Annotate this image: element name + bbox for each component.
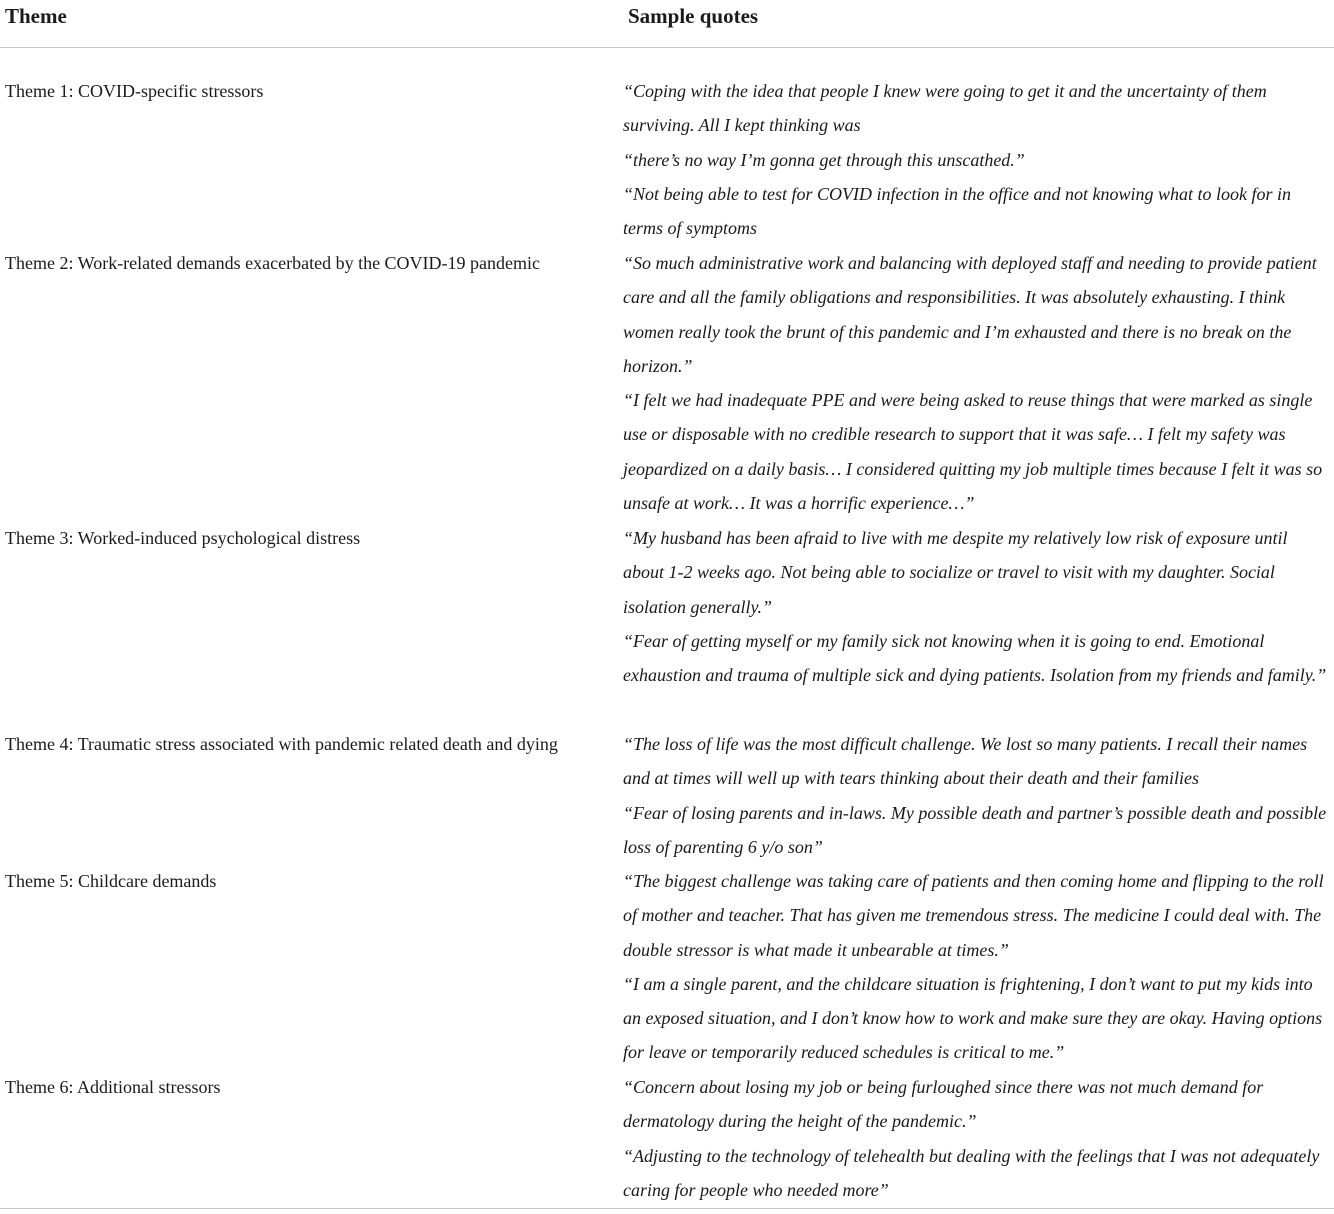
quote: “I am a single parent, and the childcare situation is frightening, I don’t want to put my kids into an exposed situation, and I don’t know how to work and make sure they are okay. Having options for leave or temporarily reduced schedules is critical to me.” bbox=[623, 973, 1323, 1063]
table-row bbox=[0, 74, 1334, 246]
theme-cell: Theme 3: Worked-induced psychological distress bbox=[5, 528, 361, 548]
table-body bbox=[0, 48, 1334, 1207]
quote: “there’s no way I’m gonna get through this unscathed.” bbox=[623, 149, 1025, 170]
table-row bbox=[0, 727, 1334, 864]
quotes-cell bbox=[623, 521, 1329, 727]
quote: “Concern about losing my job or being furloughed since there was not much demand for dermatology during the height of the pandemic.” bbox=[623, 1077, 1264, 1132]
table-bottom-rule bbox=[0, 1208, 1334, 1209]
theme-cell: Theme 6: Additional stressors bbox=[5, 1077, 221, 1097]
quotes-cell bbox=[623, 246, 1329, 521]
quote: “So much administrative work and balancing with deployed staff and needing to provide patient care and all the family obligations and responsibilities. It was absolutely exhausting. I think women really took the brunt of this pandemic and I’m exhausted and there is no break on the horizon.” bbox=[623, 253, 1317, 376]
quote: “My husband has been afraid to live with me despite my relatively low risk of exposure until about 1-2 weeks ago. Not being able to socialize or travel to visit with my daughter. Social isolation generally.” bbox=[623, 528, 1288, 617]
quote: “The biggest challenge was taking care of patients and then coming home and flipping to the roll of mother and teacher. That has given me tremendous stress. The medicine I could deal with. The double stressor is what made it unbearable at times.” bbox=[623, 871, 1324, 960]
table-row bbox=[0, 1070, 1334, 1207]
theme-cell: Theme 2: Work-related demands exacerbated by the COVID-19 pandemic bbox=[5, 253, 541, 273]
table-row bbox=[0, 521, 1334, 727]
theme-cell: Theme 5: Childcare demands bbox=[5, 871, 217, 891]
quotes-cell bbox=[623, 864, 1329, 1070]
quotes-cell bbox=[623, 727, 1329, 864]
quote: “Fear of getting myself or my family sick not knowing when it is going to end. Emotional exhaustion and trauma of multiple sick and dying patients. Isolation from my friends and family.” bbox=[623, 630, 1327, 686]
table-header bbox=[0, 0, 1334, 48]
header-theme: Theme bbox=[5, 4, 67, 28]
table-row bbox=[0, 246, 1334, 521]
quote: “I felt we had inadequate PPE and were being asked to reuse things that were marked as single use or disposable with no credible research to support that it was safe… I felt my safety was jeopardized on a daily basis… I considered quitting my job multiple times because I felt it was so unsafe at work… It was a horrific experience…” bbox=[623, 390, 1323, 514]
table-row bbox=[0, 864, 1334, 1070]
quote: “Not being able to test for COVID infection in the office and not knowing what to look for in terms of symptoms bbox=[623, 183, 1291, 239]
quote: “Coping with the idea that people I knew were going to get it and the uncertainty of them surviving. All I kept thinking was bbox=[623, 81, 1267, 136]
theme-cell: Theme 4: Traumatic stress associated with pandemic related death and dying bbox=[5, 734, 558, 754]
quotes-cell bbox=[623, 1070, 1329, 1207]
header-sample-quotes: Sample quotes bbox=[628, 4, 759, 28]
quotes-cell bbox=[623, 74, 1329, 246]
quote: “Fear of losing parents and in-laws. My possible death and partner’s possible death and possible loss of parenting 6 y/o son” bbox=[623, 802, 1327, 857]
quote: “Adjusting to the technology of telehealth but dealing with the feelings that I was not adequately caring for people who needed more” bbox=[623, 1145, 1320, 1200]
theme-cell: Theme 1: COVID-specific stressors bbox=[5, 81, 264, 101]
quote: “The loss of life was the most difficult challenge. We lost so many patients. I recall their names and at times will well up with tears thinking about their death and their families bbox=[623, 734, 1308, 789]
